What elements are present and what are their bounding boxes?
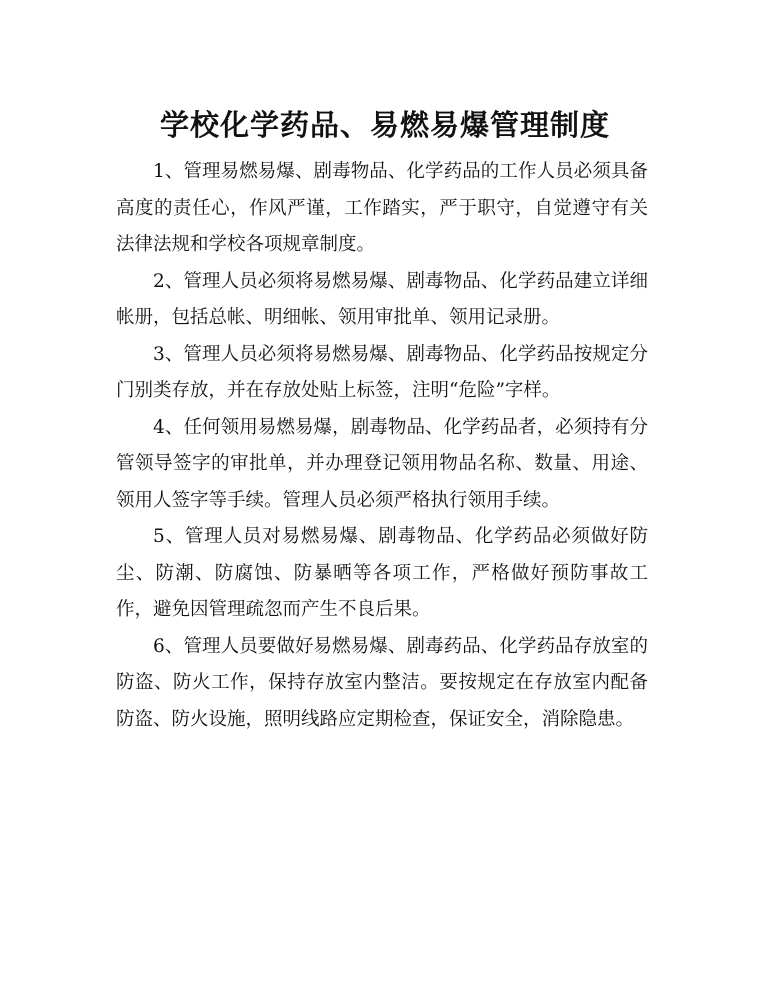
document-body (116, 154, 648, 738)
paragraph-3: 3、管理人员必须将易燃易爆、剧毒物品、化学药品按规定分门别类存放，并在存放处贴上标签，注明“危险”字样。 (116, 343, 648, 401)
paragraph-5: 5、管理人员对易燃易爆、剧毒物品、化学药品必须做好防尘、防潮、防腐蚀、防暴晒等各项工作，严格做好预防事故工作，避免因管理疏忽而产生不良后果。 (116, 526, 648, 620)
paragraph-1: 1、管理易燃易爆、剧毒物品、化学药品的工作人员必须具备高度的责任心，作风严谨，工作踏实，严于职守，自觉遵守有关法律法规和学校各项规章制度。 (116, 161, 648, 255)
paragraph-4: 4、任何领用易燃易爆，剧毒物品、化学药品者，必须持有分管领导签字的审批单，并办理登记领用物品名称、数量、用途、领用人签字等手续。管理人员必须严格执行领用手续。 (116, 416, 648, 511)
paragraph-6: 6、管理人员要做好易燃易爆、剧毒药品、化学药品存放室的防盗、防火工作，保持存放室内整洁。要按规定在存放室内配备防盗、防火设施，照明线路应定期检查，保证安全，消除隐患。 (116, 635, 648, 730)
document-title: 学校化学药品、易燃易爆管理制度 (159, 108, 610, 142)
paragraph-2: 2、管理人员必须将易燃易爆、剧毒物品、化学药品建立详细帐册，包括总帐、明细帐、领用审批单、领用记录册。 (116, 270, 648, 328)
